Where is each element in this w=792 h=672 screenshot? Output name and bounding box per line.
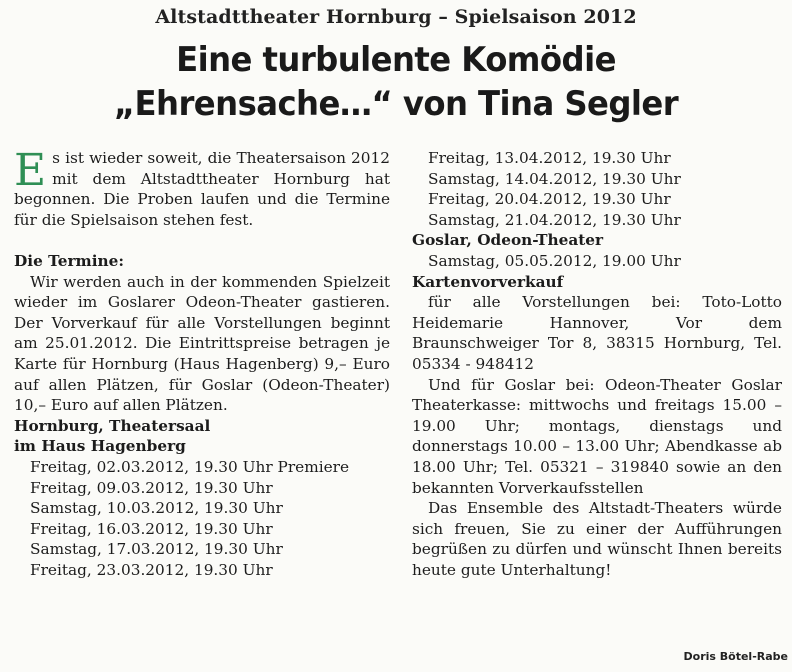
intro-text: s ist wieder soweit, die Theatersaison 2012 mit dem Altstadttheater Hornburg hat begonnen. Die Proben laufen und die Termine für die Spielsaison stehen fest. <box>14 149 390 229</box>
date-entry: Freitag, 13.04.2012, 19.30 Uhr <box>428 149 671 167</box>
headline-line-2: „Ehrensache…“ von Tina Segler <box>113 84 679 124</box>
spacer <box>14 230 390 251</box>
date-entry: Samstag, 21.04.2012, 19.30 Uhr <box>428 210 681 229</box>
kicker: Altstadttheater Hornburg – Spielsaison 2012 <box>155 6 637 28</box>
date-entry: Freitag, 23.03.2012, 19.30 Uhr <box>30 560 273 579</box>
drop-cap: E <box>14 145 47 196</box>
date-entry: Freitag, 16.03.2012, 19.30 Uhr <box>30 519 273 538</box>
venue2-name: Goslar, Odeon-Theater <box>412 231 604 250</box>
date-entry: Freitag, 20.04.2012, 19.30 Uhr <box>428 190 671 209</box>
venue1-line2: im Haus Hagenberg <box>14 437 186 456</box>
date-entry: Samstag, 10.03.2012, 19.30 Uhr <box>30 499 283 518</box>
intro-paragraph <box>14 145 390 230</box>
date-entry: Samstag, 17.03.2012, 19.30 Uhr <box>30 540 283 559</box>
vorverkauf-paragraph-2: Und für Goslar bei: Odeon-Theater Goslar Theaterkasse: mittwochs und freitags 15.00 – 19.00 Uhr; montags, dienstags und donnerstags 10.00 – 13.00 Uhr; Abendkasse ab 18.00 Uhr; Tel. 05321 – 319840 sowie an den bekannten Vorverkaufsstellen <box>412 375 782 497</box>
vorverkauf-paragraph-1: für alle Vorstellungen bei: Toto-Lotto Heidemarie Hannover, Vor dem Braunschweiger Tor 8, 38315 Hornburg, Tel. 05334 - 948412 <box>412 293 782 373</box>
termine-heading: Die Termine: <box>14 251 125 270</box>
vorverkauf-heading: Kartenvorverkauf <box>412 272 564 291</box>
headline-line-1: Eine turbulente Komödie <box>176 40 616 80</box>
date-entry: Freitag, 09.03.2012, 19.30 Uhr <box>30 478 273 497</box>
right-column <box>412 148 782 580</box>
left-column <box>14 145 390 580</box>
author-byline: Doris Bötel-Rabe <box>683 650 788 663</box>
date-entry: Samstag, 05.05.2012, 19.00 Uhr <box>428 251 681 270</box>
venue1-line1: Hornburg, Theatersaal <box>14 416 211 435</box>
termine-text: Wir werden auch in der kommenden Spielzeit wieder im Goslarer Odeon-Theater gastieren. Der Vorverkauf für alle Vorstellungen beginnt am 25.01.2012. Die Eintrittspreise betragen je Karte für Hornburg (Haus Hagenberg) 9,– Euro auf allen Plätzen, für Goslar (Odeon-Theater) 10,– Euro auf allen Plätzen. <box>14 272 390 415</box>
date-entry: Freitag, 02.03.2012, 19.30 Uhr Premiere <box>30 457 350 476</box>
date-entry: Samstag, 14.04.2012, 19.30 Uhr <box>428 169 681 188</box>
vorverkauf-paragraph-3: Das Ensemble des Altstadt-Theaters würde sich freuen, Sie zu einer der Aufführungen begrüßen zu dürfen und wünscht Ihnen bereits heute gute Unterhaltung! <box>412 499 782 579</box>
